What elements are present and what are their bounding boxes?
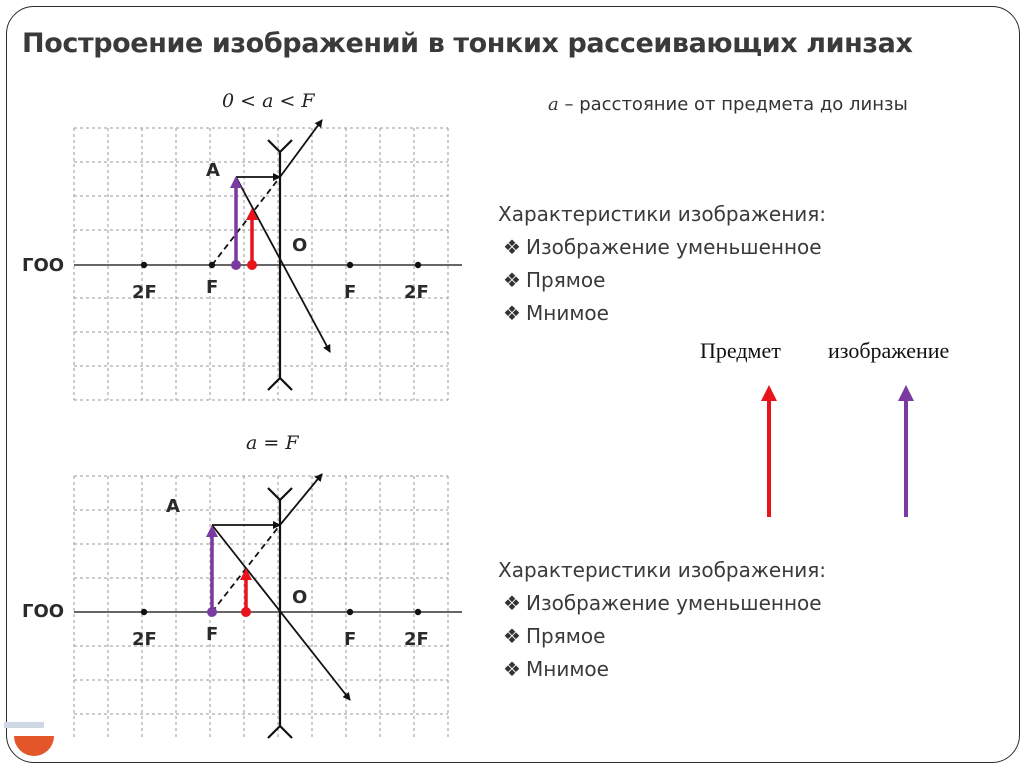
f-right-label-2: F xyxy=(344,629,357,650)
legend-box xyxy=(676,316,998,384)
slide-title: Построение изображений в тонких рассеивающих линзах xyxy=(22,28,913,59)
f2-right-label-1: 2F xyxy=(404,282,429,303)
characteristic-item: ❖ Изображение уменьшенное xyxy=(498,231,826,264)
diamond-bullet-icon: ❖ xyxy=(503,657,521,681)
note-variable: a xyxy=(548,94,559,115)
condition-1: 0 < a < F xyxy=(222,90,315,112)
center-label-2: O xyxy=(292,587,308,608)
characteristics-1 xyxy=(498,198,826,330)
diamond-bullet-icon: ❖ xyxy=(503,591,521,615)
grid-2 xyxy=(74,476,448,738)
diamond-bullet-icon: ❖ xyxy=(503,268,521,292)
f-left-label-2: F xyxy=(206,624,219,645)
characteristic-item: ❖ Изображение уменьшенное xyxy=(498,587,826,620)
object-arrow-2 xyxy=(206,525,218,617)
legend-image-arrow xyxy=(898,385,914,517)
center-label-1: O xyxy=(292,235,308,256)
characteristic-item: ❖ Мнимое xyxy=(498,653,826,686)
characteristics-2 xyxy=(498,554,826,686)
legend-image-label: изображение xyxy=(828,338,950,363)
image-arrow-1 xyxy=(246,208,258,270)
point-a-label-1: A xyxy=(206,160,220,181)
diagram-1 xyxy=(22,120,462,400)
point-a-label-2: A xyxy=(166,496,180,517)
corner-logo xyxy=(4,722,54,756)
characteristics-heading-1: Характеристики изображения: xyxy=(498,202,827,226)
diamond-bullet-icon: ❖ xyxy=(503,624,521,648)
f-right-label-1: F xyxy=(344,282,357,303)
f2-right-label-2: 2F xyxy=(404,629,429,650)
note-text: – расстояние от предмета до линзы xyxy=(564,94,908,115)
condition-2: a = F xyxy=(246,432,299,454)
image-arrow-2 xyxy=(240,568,252,617)
object-arrow-1 xyxy=(230,176,242,270)
legend-object-arrow xyxy=(761,385,777,517)
legend-object-label: Предмет xyxy=(700,338,781,363)
f2-left-label-1: 2F xyxy=(132,282,157,303)
grid-1 xyxy=(74,128,448,400)
characteristic-item: ❖ Прямое xyxy=(498,264,826,297)
diagram-2 xyxy=(22,474,462,738)
diamond-bullet-icon: ❖ xyxy=(503,301,521,325)
legend-arrows xyxy=(761,385,914,517)
axis-label-1: ГОО xyxy=(22,255,65,276)
characteristic-item: ❖ Прямое xyxy=(498,620,826,653)
axis-label-2: ГОО xyxy=(22,601,65,622)
f2-left-label-2: 2F xyxy=(132,629,157,650)
characteristic-item: ❖ Мнимое xyxy=(498,297,826,330)
diamond-bullet-icon: ❖ xyxy=(503,235,521,259)
f-left-label-1: F xyxy=(206,277,219,298)
characteristics-heading-2: Характеристики изображения: xyxy=(498,558,827,582)
